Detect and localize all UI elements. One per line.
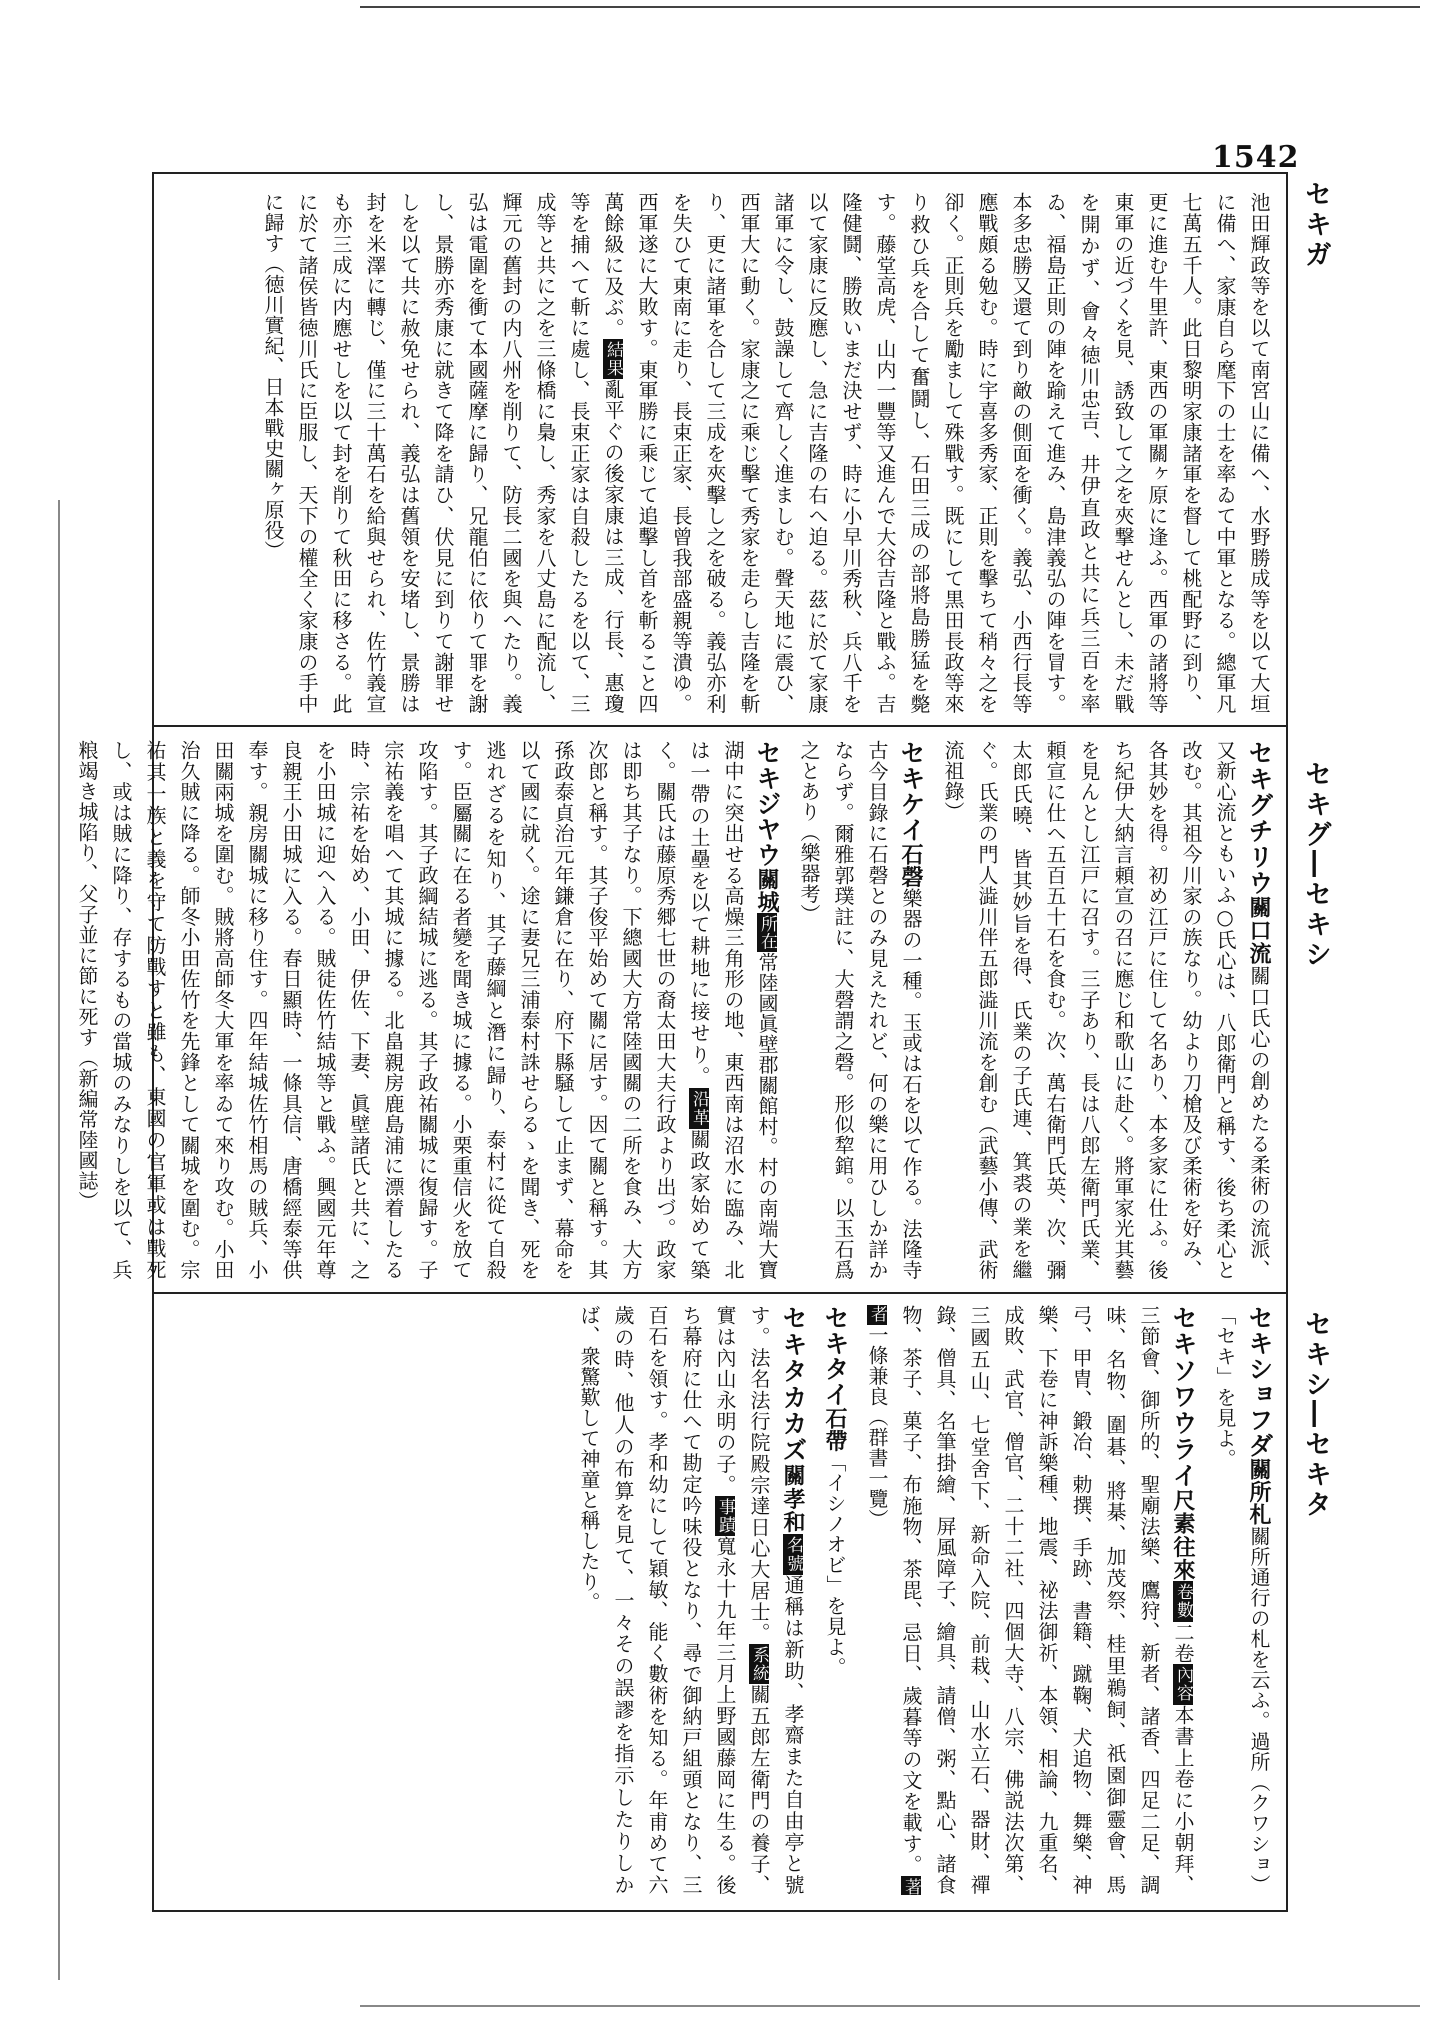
entry-headword: セキケイ (897, 740, 926, 843)
band-divider-top (152, 725, 1288, 727)
article-text: 池田輝政等を以て南宮山に備へ、水野勝成等を以て大垣に備へ、家康自ら麾下の士を率ゐて中軍となる。總軍凡七萬五千人。此日黎明家康諸軍を督して桃配野に到り、更に進む牛里許、東西の軍關ヶ原に逢ふ。西軍の諸將等東軍の近づくを見、誘致して之を夾撃せんとし、未だ戰を開かず、會々徳川忠吉、井伊直政と共に兵三百を率ゐ、福島正則の陣を踰えて進み、島津義弘の陣を冒す。本多忠勝又還て到り敵の側面を衝く。義弘、小西行長等應戰頗る勉む。時に宇喜多秀家、正則を擊ちて稍々之を卻く。正則兵を勵まして殊戰す。既にして黒田長政等來り救ひ兵を合して奮鬪し、石田三成の部將島勝猛を斃す。藤堂高虎、山内一豐等又進んで大谷吉隆と戰ふ。吉隆健鬪、勝敗いまだ決せず、時に小早川秀秋、兵八千を以て家康に反應し、急に吉隆の右へ迫る。茲に於て家康諸軍に令し、鼓譟して齊しく進ましむ。聲天地に震ひ、西軍大に動く。家康之に乘じ擊て秀家を走らし吉隆を斬り、更に諸軍を合して三成を夾擊し之を破る。義弘亦利を失ひて東南に走り、長束正家、長曾我部盛親等潰ゆ。西軍遂に大敗す。東軍勝に乘じて追擊し首を斬ること四萬餘級に及ぶ。 (601, 192, 1271, 714)
entry-headword: セキジヤウ (753, 740, 782, 868)
entry-sekishofuda (1208, 1305, 1276, 1895)
deeds-tag: 事蹟 (715, 1497, 735, 1534)
author-tag: 著者 (867, 1305, 921, 1896)
entry-text-2: 本書上卷に小朝拜、三節會、御所的、聖廟法樂、鷹狩、新者、諸香、四足二足、調味、名物、圍碁、將棊、加茂祭、桂里鵜飼、祇園御靈會、馬弓、甲胄、鍛冶、勅撰、手跡、書籍、蹴鞠、犬追物、舞樂、神樂、下卷に神訴樂種、地震、祕法御祈、本領、相論、九重名、成敗、武官、僧官、二十二社、四個大寺、八宗、佛説法次第、三國五山、七堂舍下、新命入院、前栽、山水立石、器財、禪錄、僧具、名筆掛繪、屏風障子、繪具、請僧、粥、點心、諸食物、茶子、菓子、布施物、茶毘、忌日、歲暮等の文を載す。 (899, 1305, 1195, 1896)
location-tag: 所在 (757, 914, 777, 950)
running-head-middle: セキグ―セキシ (1300, 760, 1331, 970)
band-divider-bottom (152, 1292, 1288, 1294)
entry-text: 「イシノオビ」を見よ。 (823, 1452, 847, 1678)
running-head-bottom: セキシ―セキタ (1300, 1310, 1331, 1520)
text-band-top (166, 192, 1276, 714)
entry-text: 通稱は新助、孝齋また自由亭と號す。法名法行院殿宗達日心大居士。 (747, 1305, 805, 1896)
entry-headword: セキグチリウ (1245, 740, 1274, 897)
entry-sekijou (70, 740, 784, 1280)
entry-headword: セキショフダ (1245, 1305, 1274, 1459)
article-text-2: 亂平ぐの後家康は三成、行長、惠瓊等を捕へて斬に處し、長束正家は自殺したるを以て、三成等と共に之を三條橋に梟し、秀家を八丈島に配流し、輝元の舊封の内八州を削りて、防長二國を與へたり。義弘は電圍を衝て本國薩摩に歸り、兄龍伯に依りて罪を謝し、景勝亦秀康に就きて降を請ひ、伏見に到りて謝罪せしを以て共に赦免せられ、義弘は舊領を安堵し、景勝は封を米澤に轉じ、僅に三十萬石を給與せられ、佐竹義宣も亦三成に内應せしを以て封を削りて秋田に移さる。此に於て諸侯皆徳川氏に臣服し、天下の權全く家康の手中に歸す（徳川實紀、日本戰史關ヶ原役） (261, 192, 625, 715)
entry-text-2: 關政家始めて築く。關氏は藤原秀郷七世の裔太田大夫行政より出づ。政家は即ち其子なり。下總國大方常陸國關の二所を食み、大方次郎と稱す。其子俊平始めて關に居す。因て關と稱す。其孫政泰貞治元年鎌倉に在り、府下縣騒して止まず、幕命を以て國に就く。途に妻兄三浦泰村誅せらるゝを聞き、死を逃れざるを知り、其子藤綱と潛に歸り、泰村に從て自殺す。臣屬關に在る者變を聞き城に據る。小栗重信火を放て攻陷す。其子政綱結城に逃る。其子政祐關城に復歸す。子宗祐義を唱へて其城に據る。北畠親房鹿島浦に漂着したる時、宗祐を始め、小田、伊佐、下妻、眞壁諸氏と共に、之を小田城に迎へ入る。賊徒佐竹結城等と戰ふ。興國元年尊良親王小田城に入る。春日顯時、一條具信、唐橋經泰等供奉す。親房關城に移り住す。四年結城佐竹相馬の賊兵、小田關兩城を圍む。賊將高師冬大軍を率ゐて來り攻む。小田治久賊に降る。師冬小田佐竹を先鋒として關城を圍む。宗祐其一族と義を守て防戰すと雖も、東國の官軍或は戰死し、或は賊に降り、存するもの當城のみなりしを以て、兵粮竭き城陷り、父子並に節に死す（新編常陸國誌） (75, 740, 711, 1281)
history-tag: 沿革 (689, 1089, 709, 1128)
entry-text-2: 關五郎左衛門の養子、實は內山永明の子。 (713, 1305, 771, 1896)
text-band-middle (75, 740, 1276, 1281)
result-tag: 結果 (603, 340, 623, 377)
entry-sekitakakazu (572, 1305, 810, 1895)
entry-kanji: 關孝和 (780, 1463, 806, 1534)
entry-headword: セキソワウライ (1169, 1305, 1198, 1489)
entry-sekkei (792, 740, 928, 1280)
volumes-tag: 卷數 (1173, 1583, 1193, 1620)
entry-kanji: 關口流 (1246, 896, 1272, 966)
entry-headword: セキタイ (821, 1305, 850, 1407)
entry-text: 二卷 (1171, 1621, 1195, 1665)
scan-edge-top (360, 6, 1420, 8)
article-continuation (256, 192, 1276, 714)
names-tag: 名號 (783, 1535, 803, 1573)
entry-kanji: 尺素往來 (1170, 1488, 1196, 1582)
scan-edge-bottom (360, 2005, 1420, 2007)
running-head-top: セキガ (1300, 180, 1331, 270)
entry-text-3: 一條兼良（群書一覽） (865, 1324, 889, 1530)
scan-edge-left (58, 500, 60, 1980)
entry-kanji: 關城 (754, 867, 780, 913)
text-band-bottom (166, 1305, 1276, 1895)
entry-text: 常陸國眞壁郡關館村。村の南端大寶湖中に突出せる高燥三角形の地、東西南は沼水に臨み、北は一帶の土壘を以て耕地に接せり。 (687, 740, 779, 1281)
entry-kanji: 關所札 (1246, 1458, 1272, 1526)
entry-headword: セキタカカズ (779, 1305, 808, 1464)
entry-kanji: 石磬 (898, 842, 924, 888)
entry-sekitai (818, 1305, 852, 1895)
entry-text: 關口氏心の創めたる柔術の流派、又新心流ともいふ○氏心は、八郎衛門と稱す、後ち柔心と改む。其祖今川家の族なり。幼より刀槍及び柔術を好み、各其妙を得。初め江戸に住して名あり、本多家に仕ふ。後ち紀伊大納言頼宣の召に應じ和歌山に赴く。將軍家光其藝を見んとし江戸に召す。三子あり、長は八郎左衛門氏業、頼宣に仕へ五百五十石を食む。次、萬右衛門氏英、次、彌太郎氏曉、皆其妙旨を得、氏業の子氏連、箕裘の業を繼ぐ。氏業の門人澁川伴五郎澁川流を創む（武藝小傳、武術流祖錄） (941, 740, 1271, 1281)
entry-text-3: 寬永十九年三月上野國藤岡に生る。後ち幕府に仕へて勘定吟味役となり、尋で御納戸組頭となり、三百石を領す。孝和幼にして穎敏、能く數術を知る。年甫めて六歲の時、他人の布算を見て、一々その誤謬を指示したりしかば、衆驚歎して神童と稱したり。 (577, 1305, 737, 1896)
contents-tag: 內容 (1173, 1666, 1193, 1703)
entry-sekiguchiryu (936, 740, 1276, 1280)
entry-text: 關所通行の札を云ふ。過所（クワショ）「セキ」を見よ。 (1213, 1305, 1271, 1896)
entry-text: 樂器の一種。玉或は石を以て作る。法隆寺古今目錄に石磬とのみ見えたれど、何の樂に用ひしか詳かならず。爾雅郭璞註に、大磬謂之磬。形似犂錧。以玉石爲之とあり（樂器考） (797, 740, 923, 1281)
lineage-tag: 系統 (749, 1645, 769, 1683)
entry-sekiso-orai (860, 1305, 1200, 1895)
page-number: 1542 (1212, 140, 1300, 175)
entry-kanji: 石帶 (822, 1407, 848, 1452)
